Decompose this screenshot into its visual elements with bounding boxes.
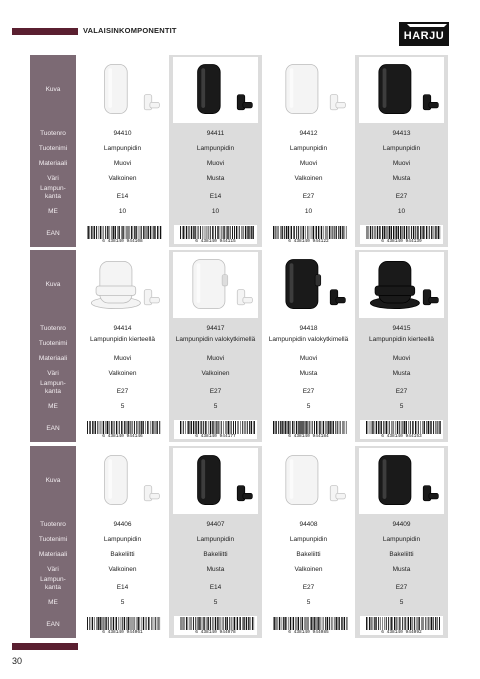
product-socket: E14 (116, 584, 129, 591)
product-me: 5 (399, 599, 404, 606)
row-label-material: Materiaali (38, 160, 68, 167)
product-column (355, 446, 448, 638)
product-socket: E27 (395, 388, 408, 395)
ean-number: 6 438140 944085 (288, 630, 329, 635)
product-column (169, 250, 262, 442)
row-label-material: Materiaali (38, 551, 68, 558)
product-socket: E27 (302, 584, 315, 591)
black-bakelite-e14-holder-icon (173, 448, 258, 514)
product-number: 94412 (299, 130, 318, 137)
ean-number: 6 438140 944108 (102, 239, 143, 244)
ean-number: 6 438140 944177 (195, 434, 236, 439)
ean-number: 6 438140 944139 (381, 239, 422, 244)
row-label-me: ME (48, 403, 58, 410)
product-color: Musta (392, 175, 411, 182)
product-material: Muovi (113, 355, 132, 362)
ean-barcode (174, 616, 257, 635)
product-material: Muovi (392, 355, 411, 362)
row-label-ean: EAN (46, 230, 60, 237)
product-name: Lampunpidin (382, 536, 421, 543)
row-label-socket: Lampun- kanta (40, 185, 66, 200)
row-label-number: Tuotenro (40, 130, 66, 137)
product-column (355, 55, 448, 247)
product-me: 10 (211, 208, 220, 215)
product-color: Musta (206, 175, 225, 182)
product-number: 94418 (299, 325, 318, 332)
row-label-color: Väri (47, 175, 59, 182)
ean-number: 6 438140 944061 (102, 630, 143, 635)
product-color: Valkoinen (294, 175, 323, 182)
ean-number: 6 438140 944184 (288, 434, 329, 439)
footer-accent-bar (12, 643, 78, 650)
product-color: Valkoinen (108, 566, 137, 573)
product-name: Lampunpidin (289, 536, 328, 543)
row-label-column (30, 55, 76, 247)
ean-number: 6 438140 944092 (381, 630, 422, 635)
product-socket: E27 (395, 584, 408, 591)
product-color: Valkoinen (108, 175, 137, 182)
product-column (262, 55, 355, 247)
ean-barcode (174, 420, 257, 439)
ean-barcode (360, 616, 443, 635)
product-me: 10 (397, 208, 406, 215)
product-name: Lampunpidin kierteellä (368, 336, 435, 343)
product-socket: E27 (209, 388, 222, 395)
product-material: Bakeliitti (296, 551, 321, 558)
product-socket: E27 (116, 388, 129, 395)
product-color: Valkoinen (294, 566, 323, 573)
product-material: Bakeliitti (203, 551, 228, 558)
row-label-ean: EAN (46, 425, 60, 432)
ean-number: 6 438140 944078 (195, 630, 236, 635)
product-material: Bakeliitti (389, 551, 414, 558)
product-name: Lampunpidin (289, 145, 328, 152)
product-material: Muovi (206, 355, 225, 362)
product-material: Muovi (206, 160, 225, 167)
product-number: 94417 (206, 325, 225, 332)
row-label-socket: Lampun- kanta (40, 576, 66, 591)
product-socket: E14 (209, 193, 222, 200)
white-bakelite-e27-holder-icon (266, 448, 351, 514)
ean-barcode (81, 616, 164, 635)
product-number: 94411 (206, 130, 225, 137)
product-color: Musta (299, 370, 318, 377)
product-name: Lampunpidin (103, 145, 142, 152)
row-label-column (30, 446, 76, 638)
product-name: Lampunpidin kierteellä (89, 336, 156, 343)
ean-barcode (81, 420, 164, 439)
product-column (262, 250, 355, 442)
product-name: Lampunpidin (103, 536, 142, 543)
product-number: 94410 (113, 130, 132, 137)
product-me: 5 (306, 403, 311, 410)
product-me: 10 (118, 208, 127, 215)
ean-barcode (174, 225, 257, 244)
product-me: 5 (213, 599, 218, 606)
row-label-me: ME (48, 599, 58, 606)
product-column (169, 446, 262, 638)
product-section (30, 250, 448, 442)
product-material: Muovi (392, 160, 411, 167)
product-number: 94408 (299, 521, 318, 528)
product-color: Musta (206, 566, 225, 573)
ean-number: 6 438140 944122 (288, 239, 329, 244)
white-e14-holder-icon (80, 57, 165, 123)
row-label-ean: EAN (46, 621, 60, 628)
product-number: 94407 (206, 521, 225, 528)
product-number: 94415 (392, 325, 411, 332)
row-label-image: Kuva (45, 477, 61, 484)
product-me: 5 (120, 599, 125, 606)
product-socket: E14 (209, 584, 222, 591)
product-name: Lampunpidin (196, 145, 235, 152)
product-name: Lampunpidin (382, 145, 421, 152)
product-me: 5 (120, 403, 125, 410)
product-me: 5 (213, 403, 218, 410)
black-bakelite-e27-holder-icon (359, 448, 444, 514)
row-label-number: Tuotenro (40, 521, 66, 528)
row-label-material: Materiaali (38, 355, 68, 362)
row-label-name: Tuotenimi (38, 340, 68, 347)
product-socket: E14 (116, 193, 129, 200)
row-label-image: Kuva (45, 281, 61, 288)
product-socket: E27 (302, 388, 315, 395)
white-bakelite-e14-holder-icon (80, 448, 165, 514)
header-accent-bar (12, 28, 78, 35)
product-me: 5 (306, 599, 311, 606)
row-label-image: Kuva (45, 86, 61, 93)
product-material: Muovi (299, 160, 318, 167)
row-label-me: ME (48, 208, 58, 215)
ean-barcode (360, 420, 443, 439)
row-label-name: Tuotenimi (38, 145, 68, 152)
product-name: Lampunpidin valokytkimellä (175, 336, 256, 343)
product-name: Lampunpidin (196, 536, 235, 543)
product-material: Muovi (299, 355, 318, 362)
product-number: 94413 (392, 130, 411, 137)
product-socket: E27 (395, 193, 408, 200)
ean-number: 6 438140 944153 (381, 434, 422, 439)
ean-number: 6 438140 944115 (195, 239, 236, 244)
product-number: 94406 (113, 521, 132, 528)
black-switch-holder-icon (266, 252, 351, 318)
row-label-name: Tuotenimi (38, 536, 68, 543)
row-label-number: Tuotenro (40, 325, 66, 332)
ean-barcode (267, 616, 350, 635)
product-column (76, 55, 169, 247)
ean-barcode (360, 225, 443, 244)
white-switch-holder-icon (173, 252, 258, 318)
product-column (355, 250, 448, 442)
white-e27-holder-icon (266, 57, 351, 123)
product-color: Valkoinen (201, 370, 230, 377)
product-material: Muovi (113, 160, 132, 167)
product-me: 10 (304, 208, 313, 215)
page-number: 30 (12, 656, 23, 666)
product-color: Musta (392, 370, 411, 377)
harju-logo: HARJU (399, 22, 449, 46)
product-column (76, 446, 169, 638)
black-e27-holder-icon (359, 57, 444, 123)
product-number: 94409 (392, 521, 411, 528)
product-color: Musta (392, 566, 411, 573)
ean-number: 6 438140 944146 (102, 434, 143, 439)
product-column (169, 55, 262, 247)
product-column (262, 446, 355, 638)
product-section (30, 55, 448, 247)
white-threaded-holder-icon (80, 252, 165, 318)
black-threaded-holder-icon (359, 252, 444, 318)
product-section (30, 446, 448, 638)
ean-barcode (267, 225, 350, 244)
product-material: Bakeliitti (110, 551, 135, 558)
ean-barcode (267, 420, 350, 439)
product-name: Lampunpidin valokytkimellä (268, 336, 349, 343)
row-label-color: Väri (47, 370, 59, 377)
black-e14-holder-icon (173, 57, 258, 123)
row-label-color: Väri (47, 566, 59, 573)
page-title: VALAISINKOMPONENTIT (83, 26, 177, 35)
row-label-column (30, 250, 76, 442)
product-me: 5 (399, 403, 404, 410)
ean-barcode (81, 225, 164, 244)
product-number: 94414 (113, 325, 132, 332)
row-label-socket: Lampun- kanta (40, 380, 66, 395)
product-socket: E27 (302, 193, 315, 200)
product-color: Valkoinen (108, 370, 137, 377)
product-column (76, 250, 169, 442)
